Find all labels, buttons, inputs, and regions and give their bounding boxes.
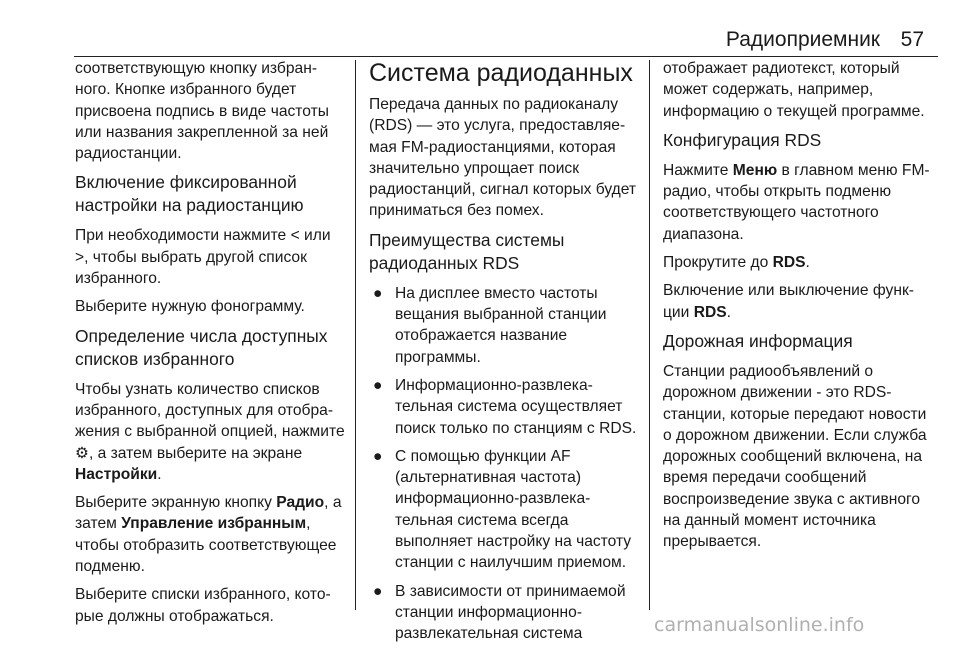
watermark: carmanualsonline.info: [654, 614, 865, 636]
menu-term: Меню: [732, 161, 778, 179]
paragraph: Выберите нужную фонограмму.: [75, 298, 305, 316]
paragraph: Выберите экранную кнопку Радио, а затем Управление избранным, чтобы отобразить соответствующее подменю.: [75, 494, 342, 576]
menu-term: Управление избранным: [121, 515, 307, 533]
paragraph: Нажмите Меню в главном меню FM-радио, чтобы открыть подменю соответствующего частотного диапазона.: [663, 161, 930, 243]
paragraph: Включение или выключение функции RDS.: [663, 282, 914, 321]
paragraph: соответствующую кнопку избранного. Кнопке избранного будет присвоена подпись в виде частоты или названия закрепленной за ней радиостанции.: [75, 60, 329, 163]
bullet-icon: ●: [373, 582, 383, 600]
paragraph: отображает радиотекст, который может содержать, например, информацию о текущей программе.: [663, 60, 925, 120]
column-left: [75, 58, 347, 634]
page-title: Радиоприемник: [725, 28, 880, 51]
bullet-icon: ●: [373, 447, 383, 465]
column-right: [663, 58, 935, 560]
page-header: [0, 28, 960, 54]
paragraph: Передача данных по радиоканалу (RDS) — это услуга, предоставляемая FM-радиостанциями, которая значительно упрощает поиск радиостанций, сигнал которых будет приниматься без помех.: [369, 96, 637, 220]
section-heading: Преимущества системы радиоданных RDS: [369, 229, 565, 273]
section-heading: Дорожная информация: [663, 330, 853, 351]
bullet-icon: ●: [373, 376, 383, 394]
list-item: ● Информационно-развлекательная система осуществляет поиск только по станциям с RDS.: [373, 376, 637, 437]
paragraph: Выберите списки избранного, которые должны отображаться.: [75, 586, 331, 625]
menu-term: RDS: [772, 254, 806, 272]
column-divider: [649, 60, 650, 610]
section-title: Система радиоданных: [369, 59, 633, 87]
right-arrow-icon: >: [75, 248, 85, 266]
page-number: 57: [900, 28, 924, 51]
column-divider: [355, 60, 356, 610]
bullet-list: [369, 283, 641, 645]
paragraph: Прокрутите до RDS.: [663, 254, 810, 272]
menu-term: Настройки: [75, 465, 158, 483]
paragraph: Чтобы узнать количество списков избранного, доступных для отображения с выбранной опцией, нажмите ⚙, а затем выберите на экране Настройки.: [75, 380, 345, 483]
menu-term: Радио: [276, 494, 325, 512]
left-arrow-icon: <: [290, 227, 300, 245]
list-item: ● С помощью функции AF (альтернативная частота) информационно-развлекательная система всегда выполняет настройку на частоту станции с наилучшим приемом.: [373, 447, 632, 572]
section-heading: Включение фиксированной настройки на радиостанцию: [75, 172, 304, 216]
menu-term: RDS: [693, 303, 727, 321]
paragraph: Станции радиообъявлений о дорожном движении - это RDS-станции, которые передают новости о дорожном движении. Если служба дорожных сообщений включена, на время передачи сообщений воспроизведение звука с активного на данный момент источника прерывается.: [663, 362, 927, 551]
settings-gear-icon: ⚙: [75, 444, 89, 462]
column-middle: [369, 58, 641, 652]
list-item: ● В зависимости от принимаемой станции информационно-развлекательная система: [373, 582, 626, 643]
paragraph: При необходимости нажмите < или >, чтобы выбрать другой список избранного.: [75, 227, 331, 288]
list-item: ● На дисплее вместо частоты вещания выбранной станции отображается название программы.: [373, 284, 607, 366]
section-heading: Конфигурация RDS: [663, 129, 822, 150]
bullet-icon: ●: [373, 284, 383, 302]
section-heading: Определение числа доступных списков избранного: [75, 325, 328, 369]
header-divider: [74, 56, 938, 57]
